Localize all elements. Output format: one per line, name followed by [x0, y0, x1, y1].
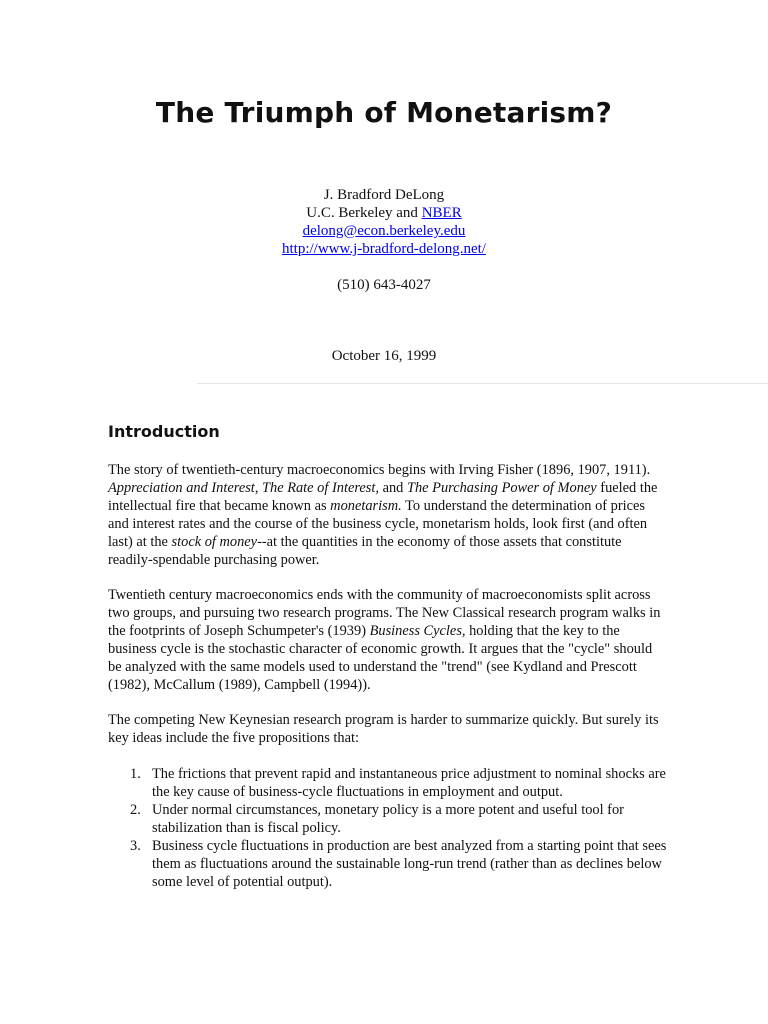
document-title: The Triumph of Monetarism?	[155, 96, 613, 129]
list-number: 3.	[130, 838, 141, 854]
intro-paragraph-2: Twentieth century macroeconomics ends with the community of macroeconomists split across two groups, and pursuing two research programs. The New Classical research program walks in the footprints of Joseph Schumpeter's (1939) Business Cycles, holding that the key to the business cycle is the stochastic character of economic growth. It argues that the "cycle" should be analyzed with the same models used to understand the "trend" (see Kydland and Prescott (1982), McCallum (1989), Campbell (1994)).	[108, 587, 661, 693]
book-title: Business Cycles,	[369, 623, 466, 639]
book-title: The Rate of Interest,	[262, 480, 379, 496]
list-number: 1.	[130, 766, 141, 782]
author-name: J. Bradford DeLong	[323, 187, 445, 203]
affiliation-text: U.C. Berkeley and	[306, 205, 418, 221]
list-item	[108, 837, 668, 891]
emphasis: monetarism.	[330, 498, 402, 514]
section-heading-introduction: Introduction	[108, 422, 220, 441]
author-affiliation	[0, 204, 768, 222]
horizontal-divider	[197, 383, 768, 384]
intro-paragraph-3: The competing New Keynesian research program is harder to summarize quickly. But surely its key ideas include the five propositions that:	[108, 712, 659, 746]
list-number: 2.	[130, 802, 141, 818]
list-item-text: The frictions that prevent rapid and instantaneous price adjustment to nominal shocks are the key cause of business-cycle fluctuations in employment and output.	[152, 766, 666, 800]
intro-paragraph-1: The story of twentieth-century macroeconomics begins with Irving Fisher (1896, 1907, 1911). Appreciation and Interest, The Rate of Interest, and The Purchasing Power of Money fueled the intellectual fire that became known as monetarism. To understand the determination of prices and interest rates and the course of the business cycle, monetarism holds, look first (and often last) at the stock of money--at the quantities in the economy of those assets that constitute readily-spendable purchasing power.	[108, 462, 658, 568]
website-link[interactable]: http://www.j-bradford-delong.net/	[282, 241, 486, 257]
list-item	[108, 765, 668, 801]
document-date: October 16, 1999	[331, 348, 437, 364]
nber-link[interactable]: NBER	[421, 205, 462, 221]
email-link[interactable]: delong@econ.berkeley.edu	[302, 223, 466, 239]
author-phone: (510) 643-4027	[337, 277, 431, 293]
emphasis: stock of money	[171, 534, 258, 550]
list-item-text: Business cycle fluctuations in production are best analyzed from a starting point that sees them as fluctuations around the sustainable long-run trend (rather than as declines below some level of potential output).	[152, 838, 667, 890]
list-item	[108, 801, 668, 837]
list-item-text: Under normal circumstances, monetary policy is a more potent and useful tool for stabilization than is fiscal policy.	[152, 802, 624, 836]
propositions-list	[108, 765, 668, 891]
author-block	[0, 186, 768, 258]
book-title: The Purchasing Power of Money	[406, 480, 597, 496]
book-title: Appreciation and Interest	[108, 480, 255, 496]
